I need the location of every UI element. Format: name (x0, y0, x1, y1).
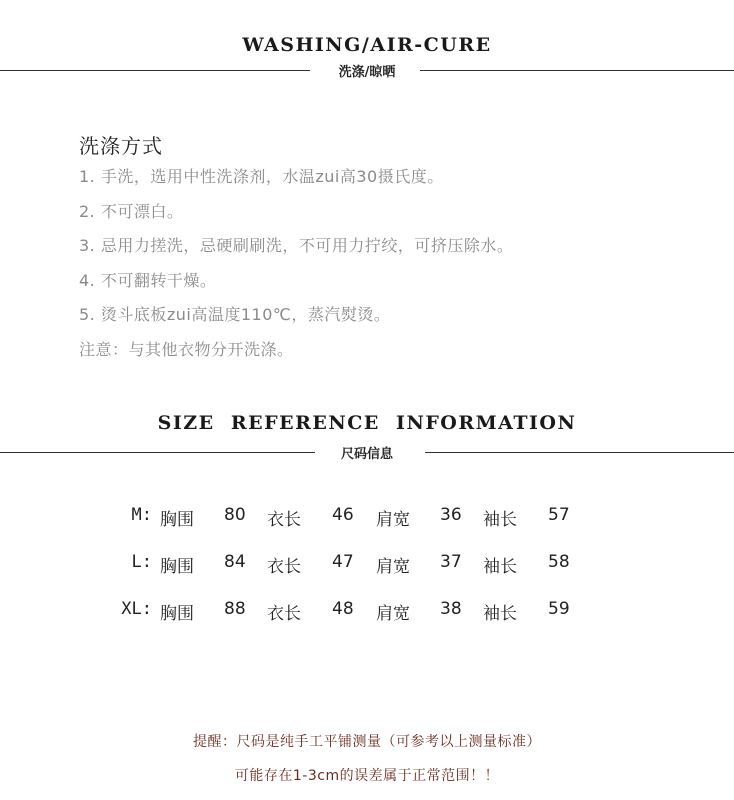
list-item: 5. 烫斗底板zui高温度110℃，蒸汽熨烫。 (79, 305, 391, 324)
list-item: 注意：与其他衣物分开洗涤。 (79, 339, 294, 359)
size-rule-right (425, 452, 734, 453)
size-label: M: (131, 505, 152, 525)
value-chest: 80 (224, 505, 246, 525)
column-length: 衣长 (267, 510, 301, 530)
value-length: 47 (332, 552, 354, 572)
washing-title: WASHING/AIR-CURE (242, 34, 492, 56)
column-length: 衣长 (267, 604, 301, 624)
washing-rule-right (420, 70, 734, 71)
value-sleeve: 59 (548, 599, 570, 619)
size-label: XL: (121, 599, 152, 619)
column-sleeve: 袖长 (483, 604, 517, 624)
value-sleeve: 57 (548, 505, 570, 525)
column-shoulder: 肩宽 (376, 604, 410, 624)
reminder-line-2: 可能存在1-3cm的误差属于正常范围！！ (234, 768, 500, 784)
value-length: 46 (332, 505, 354, 525)
list-item: 4. 不可翻转干燥。 (79, 270, 217, 290)
washing-instructions-list (79, 165, 513, 372)
column-chest: 胸围 (160, 557, 194, 577)
value-chest: 88 (224, 599, 246, 619)
list-item: 2. 不可漂白。 (79, 201, 184, 221)
size-label: L: (131, 552, 152, 572)
column-sleeve: 袖长 (483, 510, 517, 530)
column-chest: 胸围 (160, 604, 194, 624)
reminder-line-1: 提醒：尺码是纯手工平铺测量（可参考以上测量标准） (193, 734, 541, 750)
column-length: 衣长 (267, 557, 301, 577)
column-shoulder: 肩宽 (376, 510, 410, 530)
washing-subtitle: 洗涤/晾晒 (338, 65, 396, 80)
value-shoulder: 36 (440, 505, 462, 525)
value-shoulder: 38 (440, 599, 462, 619)
list-item: 1. 手洗，选用中性洗涤剂，水温zui高30摄氏度。 (79, 167, 444, 186)
size-subtitle: 尺码信息 (340, 447, 393, 462)
value-chest: 84 (224, 552, 246, 572)
list-item: 3. 忌用力搓洗，忌硬刷刷洗，不可用力拧绞，可挤压除水。 (79, 236, 514, 255)
size-title: SIZE REFERENCE INFORMATION (157, 412, 577, 434)
column-shoulder: 肩宽 (376, 557, 410, 577)
value-length: 48 (332, 599, 354, 619)
value-sleeve: 58 (548, 552, 570, 572)
column-sleeve: 袖长 (483, 557, 517, 577)
column-chest: 胸围 (160, 510, 194, 530)
value-shoulder: 37 (440, 552, 462, 572)
washing-method-heading: 洗涤方式 (79, 134, 163, 158)
